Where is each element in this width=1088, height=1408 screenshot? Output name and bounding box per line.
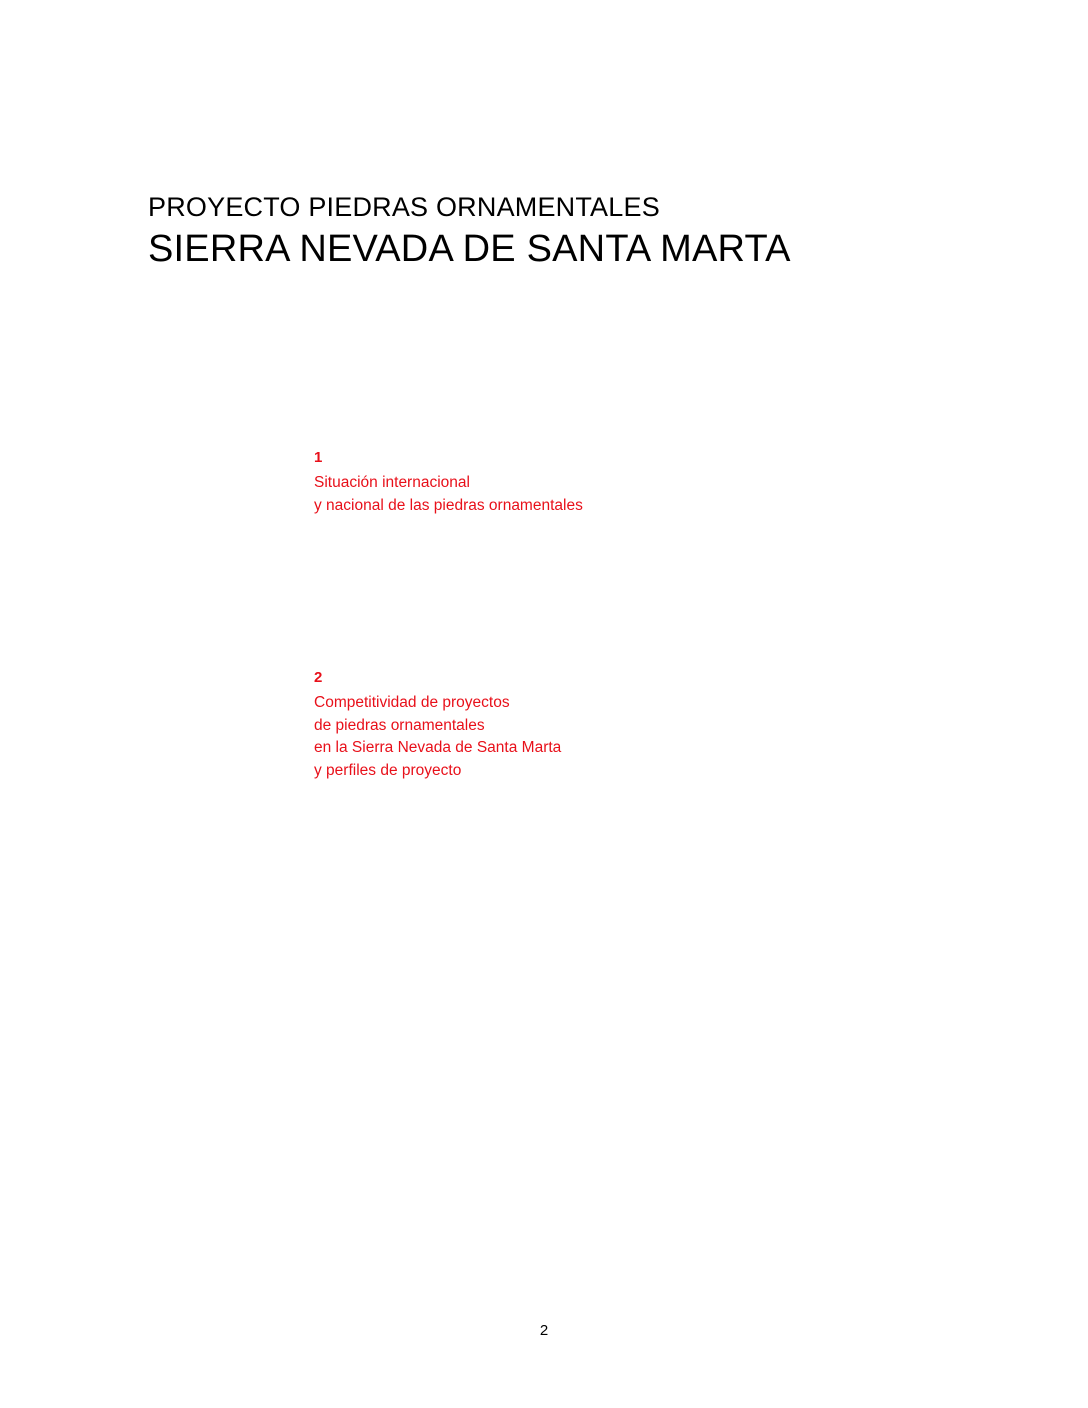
page-number: 2: [539, 1322, 549, 1339]
toc-entry-line: en la Sierra Nevada de Santa Marta: [314, 739, 562, 756]
document-title-line-2: SIERRA NEVADA DE SANTA MARTA: [148, 228, 791, 270]
toc-entry-text: [314, 472, 934, 517]
toc-entry-number: 1: [314, 449, 323, 466]
toc-entry-line: y perfiles de proyecto: [314, 761, 462, 779]
toc-entry-line: Situación internacional: [314, 474, 470, 491]
toc-entry-line: de piedras ornamentales: [314, 716, 485, 734]
document-title-line-1: PROYECTO PIEDRAS ORNAMENTALES: [148, 192, 660, 222]
toc-entry-number: 2: [314, 669, 323, 686]
toc-entry-line: Competitividad de proyectos: [314, 694, 510, 711]
toc-entry-2: [314, 668, 934, 782]
toc-entry-text: [314, 692, 934, 782]
toc-entry-line: y nacional de las piedras ornamentales: [314, 496, 583, 514]
table-of-contents: [314, 448, 934, 782]
document-header: [148, 190, 948, 272]
toc-entry-1: [314, 448, 934, 517]
